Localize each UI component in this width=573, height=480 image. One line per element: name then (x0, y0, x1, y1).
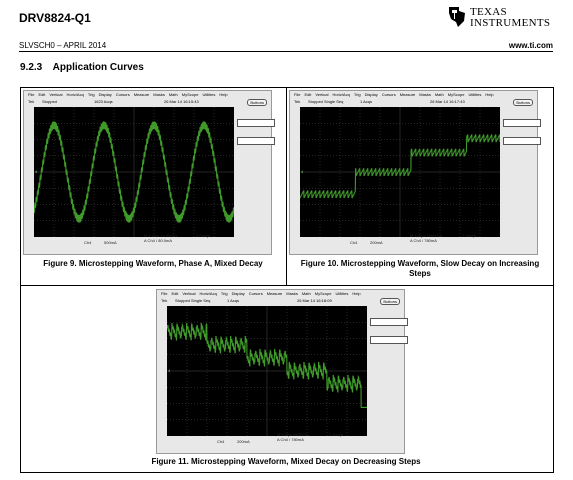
measurement-box[interactable] (370, 318, 408, 326)
section-heading (20, 62, 144, 73)
scope-menu-item[interactable]: Horiz/Acq (199, 291, 217, 296)
waveform-plot (167, 306, 367, 436)
channel-marker: 4 (35, 169, 38, 174)
scope-menu-item[interactable]: Edit (171, 291, 179, 296)
scope-menu-item[interactable]: Trig (220, 291, 228, 296)
scope-readout-rate: M 100µs 500MS/s (277, 432, 310, 437)
ti-state-logo-icon (447, 5, 467, 29)
scope-readout-rate: M 100µs 500MS/s (410, 233, 443, 238)
scope-readout-ch: Ch4 (350, 240, 358, 245)
scope-status-mode: Tek (28, 99, 35, 104)
scope-menu-item[interactable]: File (161, 291, 168, 296)
document-url[interactable]: www.ti.com (508, 41, 553, 50)
scope-readout-trig: A Ch4 / 780mA (410, 238, 437, 243)
scope-menu-item[interactable]: Vertical (49, 92, 63, 97)
scope-menu-item[interactable]: Vertical (182, 291, 196, 296)
scope-menu-item[interactable]: MyScope (181, 92, 199, 97)
scope-menu-item[interactable]: Math (168, 92, 178, 97)
scope-menu-item[interactable]: MyScope (314, 291, 332, 296)
scope-status-state: Stopped Single Seq (175, 298, 211, 303)
scope-readout-ch: Ch4 (84, 240, 92, 245)
scope-status-date: 26 Mar 14 16:17:43 (430, 99, 465, 104)
figure-9-caption: Figure 9. Microstepping Waveform, Phase A, Mixed Decay (43, 259, 263, 268)
measurement-box[interactable] (237, 137, 275, 145)
scope-menu-item[interactable]: MyScope (447, 92, 465, 97)
scope-menu-item[interactable]: Help (219, 92, 228, 97)
scope-menu-item[interactable]: Trig (353, 92, 361, 97)
scope-menu-item[interactable]: File (294, 92, 301, 97)
scope-statusbar (290, 98, 537, 105)
figure-10-caption: Figure 10. Microstepping Waveform, Slow Decay on Increasing Steps (300, 259, 540, 278)
scope-menu-item[interactable]: Masks (419, 92, 431, 97)
buttons-button[interactable]: Buttons (380, 298, 400, 305)
scope-readout-trig: A Ch4 / 780mA (277, 437, 304, 442)
scope-screen (300, 107, 500, 237)
waveform-plot (300, 107, 500, 237)
scope-menu-item[interactable]: File (28, 92, 35, 97)
scope-readout-time: 2.0ns/pt (329, 432, 344, 437)
scope-menu-item[interactable]: Edit (38, 92, 46, 97)
measurement-box[interactable] (503, 137, 541, 145)
document-id: SLVSCH0 – APRIL 2014 (19, 41, 107, 50)
section-number: 9.2.3 (20, 62, 43, 73)
channel-marker: 4 (168, 368, 171, 373)
scope-menubar (290, 91, 537, 98)
scope-menubar (24, 91, 271, 98)
scope-menu-item[interactable]: Masks (153, 92, 165, 97)
scope-menu-item[interactable]: Help (352, 291, 361, 296)
oscilloscope-window-fig11 (156, 289, 405, 454)
scope-menu-item[interactable]: Vertical (315, 92, 329, 97)
scope-screen (167, 306, 367, 436)
scope-screen (34, 107, 234, 237)
scope-menu-item[interactable]: Math (301, 291, 311, 296)
scope-statusbar (24, 98, 271, 105)
scope-readout-scale: 200mA (370, 240, 383, 245)
scope-status-acqs: 1 Acqs (227, 298, 240, 303)
scope-menu-item[interactable]: Measure (399, 92, 416, 97)
scope-menu-item[interactable]: Measure (133, 92, 150, 97)
waveform-plot (34, 107, 234, 237)
scope-status-mode: Tek (294, 99, 301, 104)
scope-readout-trig: A Ch4 / 80.0mA (144, 238, 173, 243)
scope-status-state: Stopped Single Seq (308, 99, 344, 104)
scope-readout-time: 2.0ns/pt (462, 233, 477, 238)
scope-menubar (157, 290, 404, 297)
logo-line-2: INSTRUMENTS (470, 17, 551, 29)
scope-menu-item[interactable]: Edit (304, 92, 312, 97)
scope-menu-item[interactable]: Cursors (248, 291, 263, 296)
measurement-box[interactable] (370, 336, 408, 344)
scope-menu-item[interactable]: Utilities (335, 291, 349, 296)
scope-menu-item[interactable]: Help (485, 92, 494, 97)
header-rule (19, 51, 553, 52)
document-title: DRV8824-Q1 (19, 11, 91, 25)
scope-menu-item[interactable]: Measure (266, 291, 283, 296)
measurement-box[interactable] (503, 119, 541, 127)
ti-logo (447, 5, 557, 31)
figure-11-caption: Figure 11. Microstepping Waveform, Mixed Decay on Decreasing Steps (151, 457, 421, 466)
scope-readout-scale: 200mA (237, 439, 250, 444)
section-title: Application Curves (52, 62, 144, 73)
scope-readout-ch: Ch4 (217, 439, 225, 444)
scope-menu-item[interactable]: Display (364, 92, 378, 97)
scope-menu-item[interactable]: Display (98, 92, 112, 97)
scope-status-mode: Tek (161, 298, 168, 303)
channel-marker: 4 (301, 169, 304, 174)
scope-readout-time: 2.0ns/pt (196, 233, 211, 238)
scope-menu-item[interactable]: Utilities (202, 92, 216, 97)
scope-menu-item[interactable]: Utilities (468, 92, 482, 97)
scope-statusbar (157, 297, 404, 304)
scope-menu-item[interactable]: Trig (87, 92, 95, 97)
scope-menu-item[interactable]: Cursors (115, 92, 130, 97)
scope-status-acqs: 1 Acqs (360, 99, 373, 104)
scope-menu-item[interactable]: Horiz/Acq (332, 92, 350, 97)
logo-text (470, 7, 550, 29)
logo-line-1: TEXAS (470, 6, 507, 18)
buttons-button[interactable]: Buttons (513, 99, 533, 106)
oscilloscope-window-fig10 (289, 90, 538, 255)
scope-menu-item[interactable]: Masks (286, 291, 298, 296)
scope-readout-scale: 500mA (104, 240, 117, 245)
scope-menu-item[interactable]: Cursors (381, 92, 396, 97)
scope-menu-item[interactable]: Horiz/Acq (66, 92, 84, 97)
buttons-button[interactable]: Buttons (247, 99, 267, 106)
scope-menu-item[interactable]: Math (434, 92, 444, 97)
oscilloscope-window-fig9 (23, 90, 272, 255)
scope-status-date: 26 Mar 14 16:18:09 (297, 298, 332, 303)
measurement-box[interactable] (237, 119, 275, 127)
scope-status-acqs: 1623 Acqs (94, 99, 113, 104)
scope-status-state: Stopped (42, 99, 57, 104)
scope-readout-rate: M 4.0ms 12.5MS/s (144, 233, 178, 238)
scope-status-date: 26 Mar 14 16:15:43 (164, 99, 199, 104)
scope-menu-item[interactable]: Display (231, 291, 245, 296)
